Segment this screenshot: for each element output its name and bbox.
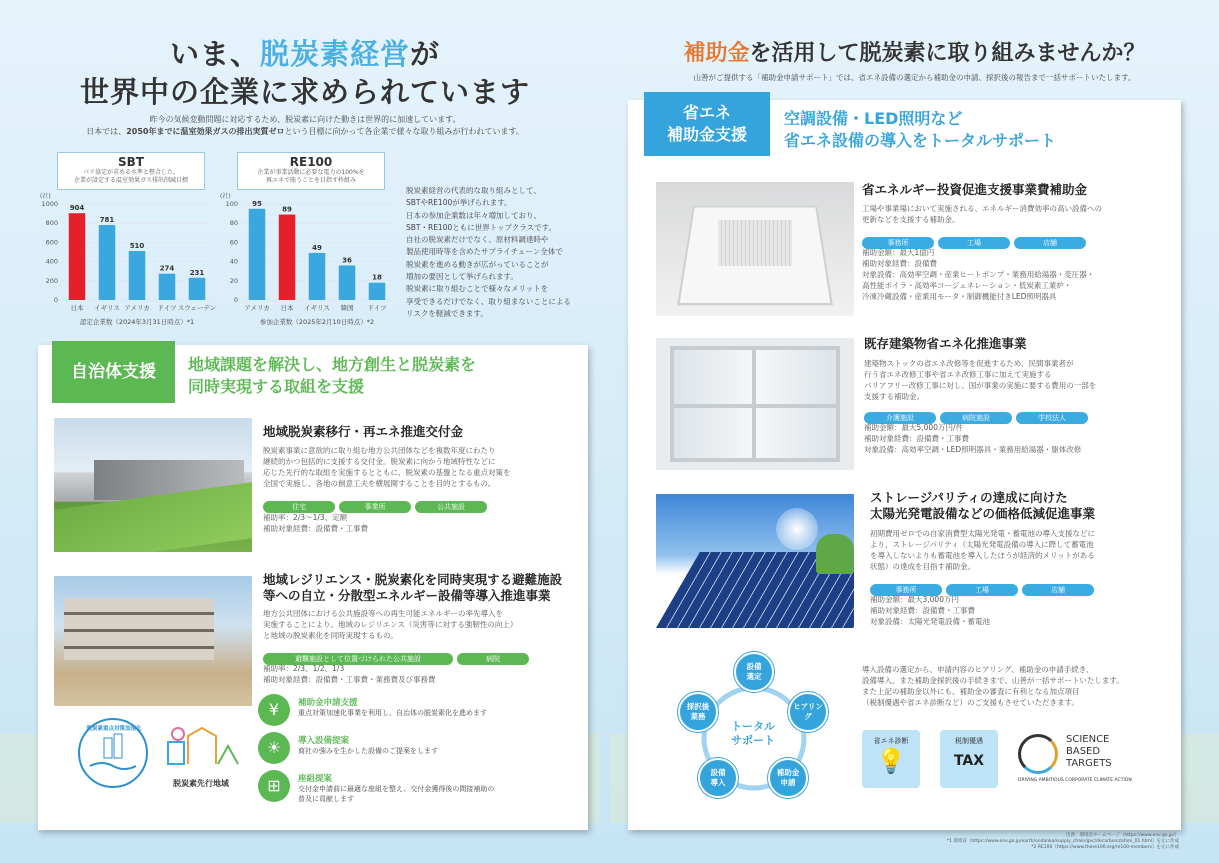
- y-tick-label: 0: [233, 296, 238, 304]
- sbti-rainbow-icon: [1018, 734, 1058, 774]
- municipal-heading: 地域課題を解決し、地方創生と脱炭素を 同時実現する取組を支援: [188, 355, 477, 396]
- x-tick-label: ドイツ: [367, 304, 387, 312]
- r-item2-body-line: 建築物ストックの省エネ改修等を促進するため、民間事業者が: [864, 359, 1074, 368]
- r-item2-title: 既存建築物省エネ化推進事業: [864, 336, 1027, 351]
- service-desc: 交付金申請前に最適な座組を整え、交付金獲得後の間接補助の: [298, 785, 495, 793]
- r-item3-body-line: 状態）の達成を目指す補助金。: [870, 562, 975, 571]
- y-unit-label: (社): [40, 193, 51, 200]
- data-label: 510: [129, 242, 145, 251]
- service-desc: 普及に貢献します: [298, 795, 354, 803]
- left-intro: 昨今の気候変動問題に対応するため、脱炭素に向けた動きは世界的に加速しています。 日本では、2050年までに温室効果ガスの排出実質ゼロという目標に向かって各企業で様々な取り組みが行われています。: [86, 115, 524, 136]
- ceiling-air-conditioner-photo: [656, 182, 854, 316]
- service-desc: 商社の強みを生かした設備のご提案をします: [298, 747, 438, 755]
- x-tick-label: イギリス: [304, 304, 330, 312]
- r-item1-info-line: 補助対象経費：設備費: [862, 259, 937, 268]
- facility-rendering-photo: [54, 418, 252, 552]
- item2-body: [263, 608, 583, 641]
- r-item1-body: [862, 203, 1172, 225]
- r-item3-body-line: 初期費用ゼロでの自家消費型太陽光発電・蓄電池の導入支援などに: [870, 529, 1095, 538]
- bar: [279, 215, 296, 300]
- r-item3-info: [870, 594, 990, 627]
- solar-panel-photo: [656, 494, 854, 628]
- sbt-bar-chart: [36, 190, 220, 330]
- bar: [189, 278, 206, 300]
- tag: 病院: [457, 653, 529, 665]
- bar: [309, 253, 326, 300]
- item2-title: 地域レジリエンス・脱炭素化を同時実現する避難施設 等への自立・分散型エネルギー設備等導入推進事業: [263, 572, 563, 603]
- item1-info: [263, 512, 368, 534]
- tag: 工場: [946, 584, 1018, 596]
- x-tick-label: イギリス: [94, 304, 120, 312]
- tax-benefit-icon-box: 税制優遇 TAX: [940, 730, 998, 788]
- r-item1-title: 省エネルギー投資促進支援事業費補助金: [862, 182, 1088, 197]
- cycle-node: 採択後 業務: [678, 692, 718, 732]
- service-title: 座組提案: [298, 774, 333, 784]
- r-item1-info-line: 補助金額：最大1億円: [862, 248, 935, 257]
- r-item2-info-line: 対象設備：高効率空調・LED照明器具・業務用給湯器・躯体改修: [864, 445, 1082, 454]
- r-item1-info-line: 対象設備：高効率空調・産業ヒートポンプ・業務用給湯器・変圧器・: [862, 270, 1095, 279]
- data-label: 231: [189, 268, 205, 277]
- r-item2-info-line: 補助金額：最大5,000万円/件: [864, 423, 963, 432]
- y-tick-label: 400: [45, 257, 58, 266]
- bar: [129, 251, 146, 300]
- r-item2-info: [864, 422, 1081, 455]
- tag: 学校法人: [1016, 412, 1088, 424]
- tag: 店舗: [1014, 237, 1086, 249]
- side-text-line: 享受できるだけでなく、取り組まないことによる: [406, 296, 571, 306]
- r-item3-info-line: 補助対象経費：設備費・工事費: [870, 606, 975, 615]
- side-text-line: 日本の参加企業数は年々増加しており、: [406, 210, 541, 220]
- school-building-photo: [54, 576, 252, 706]
- support-text-line: また上記の補助金以外にも、補助金の審査に有利となる加点項目: [862, 687, 1080, 696]
- municipal-badge: 自治体支援: [52, 341, 175, 403]
- r-item2-body-line: バリアフリー改修工事に対し、国が事業の実施に要する費用の一部を: [864, 381, 1097, 390]
- side-text-line: SBTやRE100が挙げられます。: [406, 198, 512, 208]
- r-item3-body: [870, 528, 1180, 572]
- data-label: 904: [69, 204, 85, 213]
- x-tick-label: アメリカ: [244, 304, 270, 312]
- cycle-node: ヒアリング: [788, 692, 828, 732]
- y-tick-label: 0: [53, 296, 58, 304]
- cycle-node: 設備 導入: [698, 758, 738, 798]
- r-item3-body-line: を導入しないよりも蓄電池を導入したほうが経済的メリットがある: [870, 551, 1095, 560]
- chart-footer: 参加企業数（2025年2月10日時点）*2: [259, 318, 375, 326]
- bar: [159, 274, 176, 300]
- r-item3-info-line: 対象設備：太陽光発電設備・蓄電池: [870, 617, 990, 626]
- item1-title: 地域脱炭素移行・再エネ推進交付金: [263, 424, 464, 439]
- r-item2-body-line: 支援する補助金。: [864, 392, 924, 401]
- left-side-text: [406, 185, 606, 320]
- tag: 事務所: [870, 584, 942, 596]
- sbt-chart-header: SBT パリ協定が求める水準と整合した、 企業が設定する温室効果ガス排出削減目標: [57, 152, 205, 190]
- right-subtitle: 山善がご提供する「補助金申請サポート」では、省エネ設備の選定から補助金の申請、採択後の報告まで一括サポートいたします。: [693, 73, 1136, 82]
- r-item3-body-line: より、ストレージパリティ（太陽光発電設備の導入に際して蓄電池: [870, 540, 1094, 549]
- y-tick-label: 800: [45, 219, 58, 228]
- y-tick-label: 600: [45, 238, 58, 247]
- item2-body-line: 地方公共団体における公共施設等への再生可能エネルギーの率先導入を: [263, 609, 503, 618]
- item2-info-line: 補助率：2/3、1/2、1/3: [263, 664, 345, 673]
- y-tick-label: 1000: [41, 200, 58, 208]
- r-item1-body-line: 工場や事業場において実施される、エネルギー消費効率の高い設備への: [862, 204, 1102, 213]
- item1-info-line: 補助率：2/3～1/3、定額: [263, 513, 348, 522]
- x-tick-label: 韓国: [340, 304, 354, 312]
- item1-body-line: 脱炭素事業に意欲的に取り組む地方公共団体などを複数年度にわたり: [263, 446, 496, 455]
- support-text-line: 設備導入、また補助金採択後の手続きまで、山善が一括サポートいたします。: [862, 676, 1124, 685]
- side-text-line: SBT・RE100ともに世界トップクラスです。: [406, 222, 556, 232]
- bar: [69, 213, 86, 300]
- energy-saving-badge: 省エネ 補助金支援: [644, 92, 770, 156]
- item2-body-line: と地域の脱炭素化を同時実現するもの。: [263, 631, 398, 640]
- bar: [99, 225, 116, 300]
- item1-body-line: 継続的かつ包括的に支援する交付金。脱炭素に向かう地域特性などに: [263, 457, 496, 466]
- tag: 事務所: [862, 237, 934, 249]
- side-text-line: 脱炭素経営の代表的な取り組みとして、: [406, 186, 541, 195]
- data-label: 89: [282, 205, 292, 214]
- tag: 工場: [938, 237, 1010, 249]
- bar: [369, 283, 386, 300]
- x-tick-label: スウェーデン: [177, 304, 217, 312]
- r-item1-info: [862, 247, 1094, 302]
- tag: 病院施設: [940, 412, 1012, 424]
- cycle-node: 補助金 申請: [768, 758, 808, 798]
- data-label: 36: [342, 256, 352, 265]
- decarbonization-acceleration-logo-text: 脱炭素重点対策加速化: [86, 726, 142, 732]
- network-icon: ⊞: [258, 770, 290, 802]
- cycle-node: 設備 選定: [734, 652, 774, 692]
- x-tick-label: アメリカ: [124, 304, 150, 312]
- item1-tags: [263, 494, 491, 513]
- r-item3-info-line: 補助金額：最大3,000万円: [870, 595, 959, 604]
- x-tick-label: ドイツ: [157, 304, 177, 312]
- item2-body-line: 実施することにより、地域のレジリエンス（災害等に対する強靭性の向上）: [263, 620, 518, 629]
- side-text-line: 自社の脱炭素だけでなく、原材料調達時や: [406, 235, 549, 245]
- right-title: 補助金を活用して脱炭素に取り組みませんか？: [683, 41, 1146, 66]
- service-title: 導入設備提案: [298, 736, 350, 746]
- item2-info: [263, 663, 436, 685]
- data-label: 95: [252, 199, 262, 208]
- tag: 住宅: [263, 501, 335, 513]
- data-label: 49: [312, 243, 322, 252]
- data-label: 781: [99, 216, 115, 225]
- side-text-line: 脱炭素に取り組むことで様々なメリットを: [406, 284, 549, 294]
- y-tick-label: 20: [229, 276, 238, 285]
- bar: [339, 265, 356, 300]
- left-title-line1: いま、脱炭素経営が: [169, 37, 441, 71]
- y-tick-label: 100: [225, 200, 238, 208]
- item1-info-line: 補助対象経費：設備費・工事費: [263, 524, 368, 533]
- solar-panel-icon: ☀: [258, 732, 290, 764]
- x-tick-label: 日本: [280, 304, 294, 312]
- data-label: 18: [372, 273, 382, 282]
- r-item1-body-line: 更新などを支援する補助金。: [862, 215, 960, 224]
- footnotes: 出典：環境省ホームページ（https://www.env.go.jp/） *1 環境省（https://www.env.go.jp/earth/ondanka/supply_chain/gvc/decarbonization_01.html）を元に作成 *2 RE100（https://www.there100.org/re100-members）を元に作成: [946, 833, 1179, 850]
- side-text-line: 脱炭素を進める動きが広がっていることが: [406, 259, 549, 269]
- r-item3-title: ストレージパリティの達成に向けた 太陽光発電設備などの価格低減促進事業: [870, 490, 1096, 521]
- chart-footer: 認定企業数（2024年3月31日時点）*1: [79, 318, 195, 326]
- item1-body-line: 応じた先行的な取組を実施するとともに、脱炭素の基盤となる重点対策を: [263, 468, 511, 477]
- service-title: 補助金申請支援: [298, 698, 358, 708]
- y-tick-label: 80: [229, 219, 238, 228]
- lightbulb-icon: 💡: [876, 747, 906, 775]
- item1-body: [263, 445, 583, 489]
- item2-info-line: 補助対象経費：設備費・工事費・業務費及び事務費: [263, 675, 436, 684]
- service-desc: 重点対策加速化事業を利用し、自治体の脱炭素化を進めます: [298, 709, 487, 717]
- side-text-line: リスクを軽減できます。: [406, 308, 488, 318]
- r-item1-info-line: 高性能ボイラ・高効率コージェネレーション・低炭素工業炉・: [862, 281, 1072, 290]
- y-tick-label: 60: [229, 238, 238, 247]
- tag: 店舗: [1022, 584, 1094, 596]
- y-unit-label: (社): [220, 193, 231, 200]
- tag: 事業所: [339, 501, 411, 513]
- support-text-line: （税制優遇や省エネ診断など）のご支援もさせていただきます。: [862, 698, 1079, 707]
- tag: 避難施設として位置づけられた公共施設: [263, 653, 453, 665]
- bar: [249, 209, 266, 300]
- x-tick-label: 日本: [70, 304, 84, 312]
- tag: 公共施設: [415, 501, 487, 513]
- r-item2-body-line: 行う省エネ改修工事や省エネ改修工事に加えて実施する: [864, 370, 1052, 379]
- r-item1-info-line: 冷凍冷蔵設備・産業用モータ・制御機能付きLED照明器具: [862, 292, 1057, 301]
- coin-bag-icon: ¥: [258, 694, 290, 726]
- support-text: [862, 664, 1172, 708]
- decarbonization-leading-area-label: 脱炭素先行地域: [173, 779, 229, 788]
- y-tick-label: 40: [229, 257, 238, 266]
- side-text-line: 製品使用時等を含めたサプライチェーン全体で: [406, 247, 563, 257]
- left-title-line2: 世界中の企業に求められています: [79, 75, 530, 109]
- sbti-logo: SCIENCE BASED TARGETS DRIVING AMBITIOUS CORPORATE CLIMATE ACTION: [1018, 734, 1132, 783]
- r-item2-body: [864, 358, 1174, 402]
- side-text-line: 増加の要因として挙げられます。: [406, 272, 518, 282]
- re100-bar-chart: [216, 190, 400, 330]
- r-item2-info-line: 補助対象経費：設備費・工事費: [864, 434, 969, 443]
- tag: 介護施設: [864, 412, 936, 424]
- item1-body-line: 全国で実施し、各地の創意工夫を横展開することを目的とするもの。: [263, 479, 496, 488]
- re100-chart-header: RE100 企業が事業活動に必要な電力の100%を 再エネで賄うことを目指す枠組み: [237, 152, 385, 190]
- tax-building-icon: TAX: [953, 753, 985, 769]
- data-label: 274: [159, 264, 175, 273]
- window-renovation-photo: [656, 338, 854, 470]
- cycle-center-text: トータル サポート: [731, 720, 775, 747]
- y-tick-label: 200: [45, 276, 58, 285]
- decarbonization-leading-area-logo: [162, 722, 240, 774]
- support-text-line: 導入設備の選定から、申請内容のヒアリング、補助金の申請手続き、: [862, 665, 1094, 674]
- energy-audit-icon-box: 省エネ診断 💡: [862, 730, 920, 788]
- energy-saving-heading: 空調設備・LED照明など 省エネ設備の導入をトータルサポート: [784, 109, 1057, 150]
